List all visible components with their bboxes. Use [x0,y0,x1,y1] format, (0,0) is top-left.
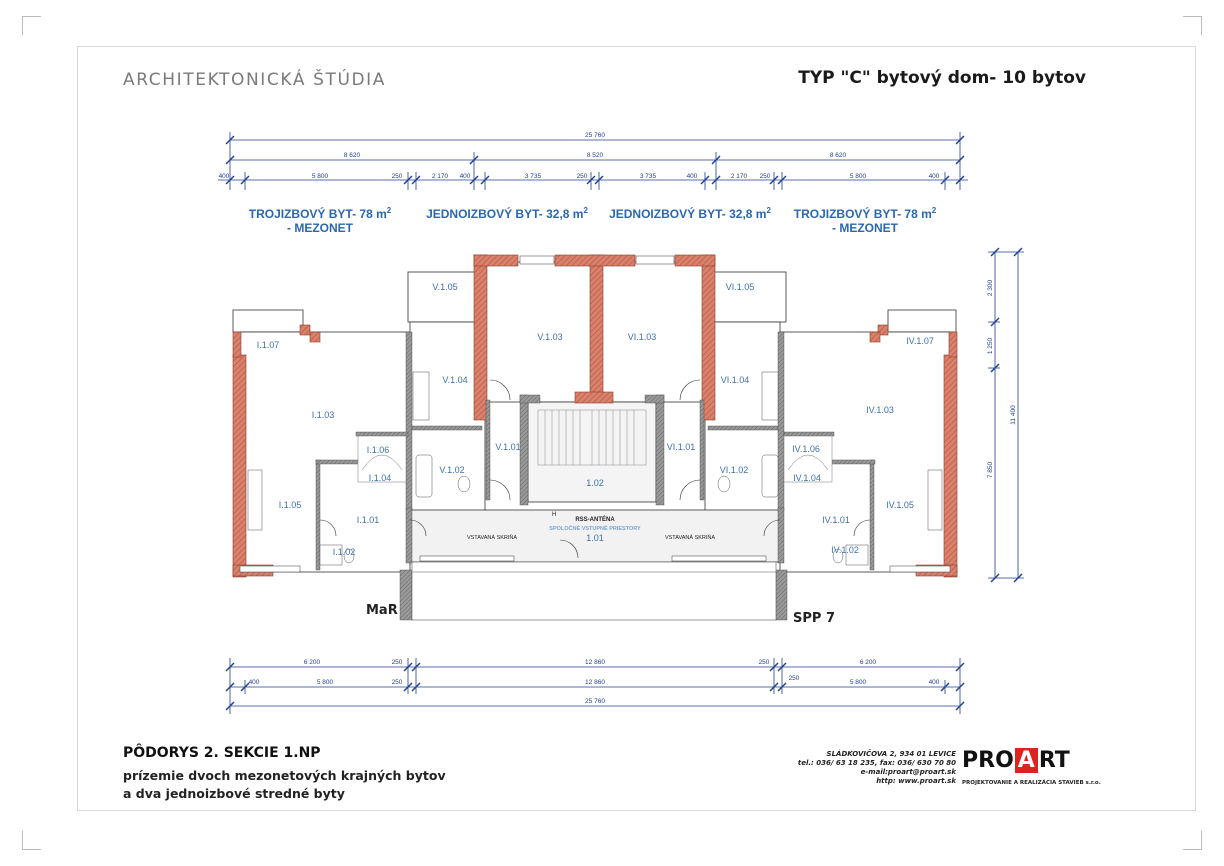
room-label: IV.1.07 [906,336,934,346]
dim-top-r3: 3 735 [639,173,657,180]
mar-label: MaR [366,603,398,618]
room-label: VI.1.03 [627,332,657,342]
room-label: I.1.02 [332,547,356,557]
proart-logo: PRO A RT [962,748,1070,773]
common-area-label: SPOLOČNÉ VSTUPNÉ PRIESTORY [549,526,641,532]
dim-bottom-r1: 6 200 [859,659,877,666]
dim-top-r3: 250 [759,173,771,180]
dimension-lines-right [988,248,1024,582]
dim-right: 7 850 [987,461,994,479]
room-label: I.1.07 [256,340,280,350]
company-address: SLÁDKOVIČOVA 2, 934 01 LEVICE tel.: 036/ 63 18 235, fax: 036/ 630 70 80 e-mail:proart@proart.sk http: www.proart.sk [797,750,956,785]
room-label: IV.1.06 [792,444,820,454]
dim-right: 2 300 [987,279,994,297]
room-label: VI.1.05 [725,282,755,292]
dim-top-r3: 400 [459,173,471,180]
room-label: VI.1.01 [666,442,696,452]
drawing-subtitle-2: a dva jednoizbové stredné byty [123,786,345,801]
unit-label-1: TROJIZBOVÝ BYT- 78 $m^2$ - MEZONET [248,206,392,235]
dim-top-r3: 400 [218,173,230,180]
room-label: IV.1.05 [886,500,914,510]
dim-top-r3: 400 [928,173,940,180]
dim-top-r3: 5 800 [311,173,329,180]
spp-label: SPP 7 [793,611,835,626]
dim-top-r3: 5 800 [849,173,867,180]
drawing-title: PÔDORYS 2. SEKCIE 1.NP [123,745,321,761]
dim-top-r3: 400 [686,173,698,180]
room-label: V.1.03 [537,332,563,342]
room-label: V.1.04 [442,375,468,385]
dim-top-r3: 2 170 [431,173,449,180]
room-label: 1.02 [586,478,604,488]
h-label: H [552,512,557,518]
room-label: I.1.06 [366,445,390,455]
room-label: IV.1.03 [866,405,894,415]
dim-bottom-r1: 12 860 [585,659,605,666]
wardrobe-right-label: VSTAVANÁ SKRIŇA [664,535,716,541]
dimension-lines-top [218,132,968,190]
dim-bottom-r2: 250 [788,675,800,682]
room-label: IV.1.02 [831,545,859,555]
room-label: VI.1.02 [719,465,749,475]
dim-top-r3: 2 170 [730,173,748,180]
rss-label: RSS-ANTÉNA [575,517,615,523]
proart-tagline: PROJEKTOVANIE A REALIZÁCIA STAVIEB s.r.o. [962,780,1101,786]
dim-bottom-r2: 250 [391,679,403,686]
dim-bottom-r2: 400 [248,679,260,686]
dimension-lines-bottom [226,658,964,714]
header-studio: ARCHITEKTONICKÁ ŠTÚDIA [123,70,387,90]
dim-bottom-r2: 400 [928,679,940,686]
room-label: IV.1.04 [793,473,821,483]
entry-canopy [412,562,776,620]
drawing-subtitle-1: prízemie dvoch mezonetových krajných bytov [123,768,446,783]
room-label: V.1.01 [495,442,521,452]
dim-right: 1 250 [987,337,994,355]
dim-bottom-r1: 6 200 [303,659,321,666]
room-label: I.1.04 [368,473,392,483]
room-label: V.1.02 [439,465,465,475]
dim-top-total: 25 760 [585,132,605,139]
dim-bottom-r2: 5 800 [849,679,867,686]
unit-label-3: JEDNOIZBOVÝ BYT- 32,8 $m^2$ [609,206,771,221]
dim-top-r3: 250 [391,173,403,180]
header-type: TYP "C" bytový dom- 10 bytov [798,68,1086,88]
dim-top-r2-1: 8 620 [343,152,361,159]
room-label: I.1.03 [311,410,335,420]
dim-bottom-r2: 12 860 [585,679,605,686]
unit-label-2: JEDNOIZBOVÝ BYT- 32,8 $m^2$ [426,206,588,221]
dim-bottom-r1: 250 [391,659,403,666]
dim-top-r2-3: 8 620 [829,152,847,159]
room-label: I.1.01 [356,515,380,525]
room-label: IV.1.01 [822,515,850,525]
room-label: V.1.05 [432,282,458,292]
wardrobe-left-label: VSTAVANÁ SKRIŇA [466,535,518,541]
dim-top-r2-2: 8 520 [586,152,604,159]
room-label: VI.1.04 [720,375,750,385]
unit-label-4: TROJIZBOVÝ BYT- 78 $m^2$ - MEZONET [793,206,937,235]
room-label: 1.01 [586,533,604,543]
room-label: I.1.05 [278,500,302,510]
dim-right: 11 400 [1010,405,1017,425]
dim-top-r3: 250 [576,173,588,180]
dim-top-r3: 3 735 [524,173,542,180]
dim-bottom-r1: 250 [758,659,770,666]
dim-bottom-r2: 5 800 [316,679,334,686]
dim-bottom-total: 25 760 [585,698,605,705]
